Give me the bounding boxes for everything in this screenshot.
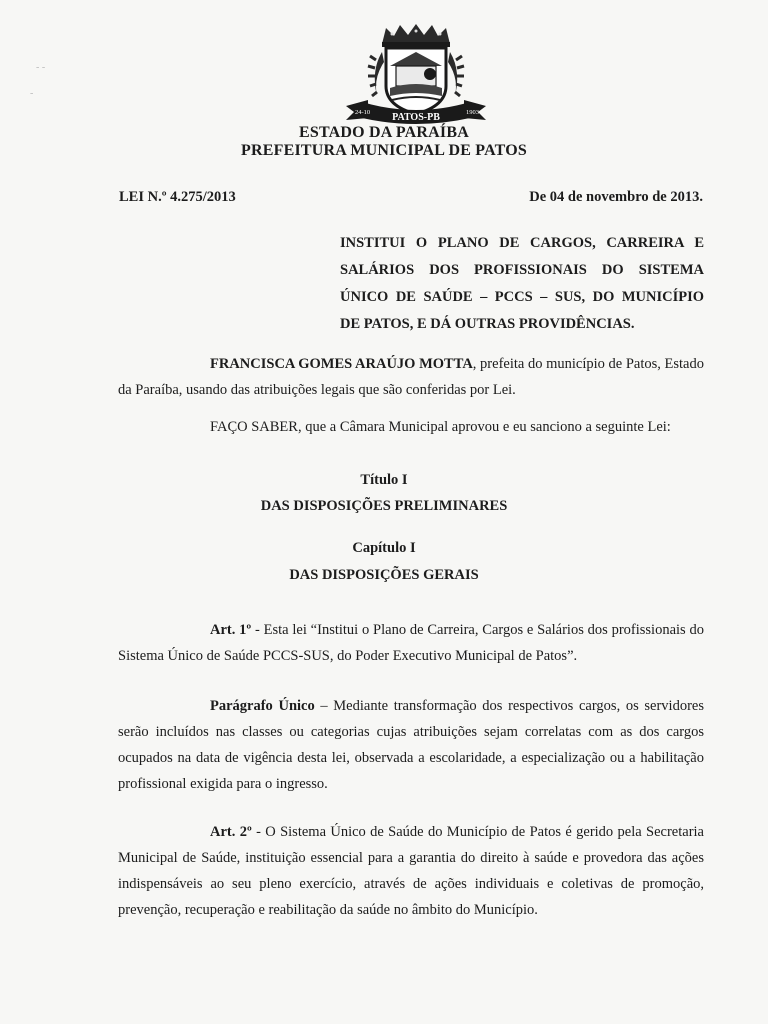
- article-1: [118, 617, 704, 669]
- state-heading: ESTADO DA PARAÍBA: [299, 124, 469, 141]
- mayor-name: FRANCISCA GOMES ARAÚJO MOTTA: [210, 356, 473, 372]
- enactment-paragraph: [118, 414, 704, 440]
- svg-text:PATOS-PB: PATOS-PB: [392, 112, 440, 123]
- sole-paragraph-text: – Mediante transformação dos respectivos cargos, os servidores serão incluídos nas classes ou categorias cujas atribuições sejam correlatas com as dos cargos ocupados na data de vigência desta lei, observada a escolaridade, a especialização ou a habilitação profissional exigida para o ingresso.: [118, 698, 704, 792]
- article-2-text: - O Sistema Único de Saúde do Município de Patos é gerido pela Secretaria Municipal de Saúde, instituição essencial para a garantia do direito à saúde e provedora das ações indispensáveis ao seu pleno exercício, através de ações individuais e coletivas de promoção, prevenção, recuperação e reabilitação da saúde no âmbito do Município.: [118, 824, 704, 918]
- law-number: LEI N.º 4.275/2013: [119, 189, 236, 205]
- law-date: De 04 de novembro de 2013.: [529, 189, 703, 205]
- title-label: Título I: [360, 472, 408, 488]
- coat-of-arms-icon: [342, 22, 490, 126]
- article-1-label: Art. 1º: [210, 622, 252, 638]
- enactment-text: FAÇO SABER, que a Câmara Municipal aprovou e eu sanciono a seguinte Lei:: [210, 419, 671, 435]
- preamble-paragraph: [118, 351, 704, 403]
- article-2-label: Art. 2º: [210, 824, 252, 840]
- law-summary-line: INSTITUI O PLANO DE CARGOS, CARREIRA E: [340, 235, 704, 251]
- svg-text:24-10: 24-10: [355, 109, 371, 116]
- law-summary-line: DE PATOS, E DÁ OUTRAS PROVIDÊNCIAS.: [340, 316, 635, 332]
- law-summary-line: SALÁRIOS DOS PROFISSIONAIS DO SISTEMA: [340, 262, 704, 278]
- article-1-text: - Esta lei “Institui o Plano de Carreira, Cargos e Salários dos profissionais do Sistema Único de Saúde PCCS-SUS, do Poder Executivo Municipal de Patos”.: [118, 622, 704, 664]
- title-name: DAS DISPOSIÇÕES PRELIMINARES: [260, 498, 508, 514]
- article-2: [118, 819, 704, 923]
- sole-paragraph-label: Parágrafo Único: [210, 698, 315, 714]
- scan-mark: - -: [36, 62, 46, 73]
- law-summary-line: ÚNICO DE SAÚDE – PCCS – SUS, DO MUNICÍPIO: [340, 289, 704, 305]
- svg-text:1903: 1903: [466, 109, 479, 116]
- chapter-name: DAS DISPOSIÇÕES GERAIS: [289, 567, 479, 583]
- law-summary: [340, 230, 704, 338]
- sole-paragraph: [118, 693, 704, 797]
- chapter-label: Capítulo I: [352, 540, 416, 556]
- prefecture-heading: PREFEITURA MUNICIPAL DE PATOS: [241, 142, 527, 159]
- scan-mark: -: [30, 88, 34, 99]
- preamble-text: , prefeita do município de Patos, Estado da Paraíba, usando das atribuições legais que são conferidas por Lei.: [118, 356, 704, 398]
